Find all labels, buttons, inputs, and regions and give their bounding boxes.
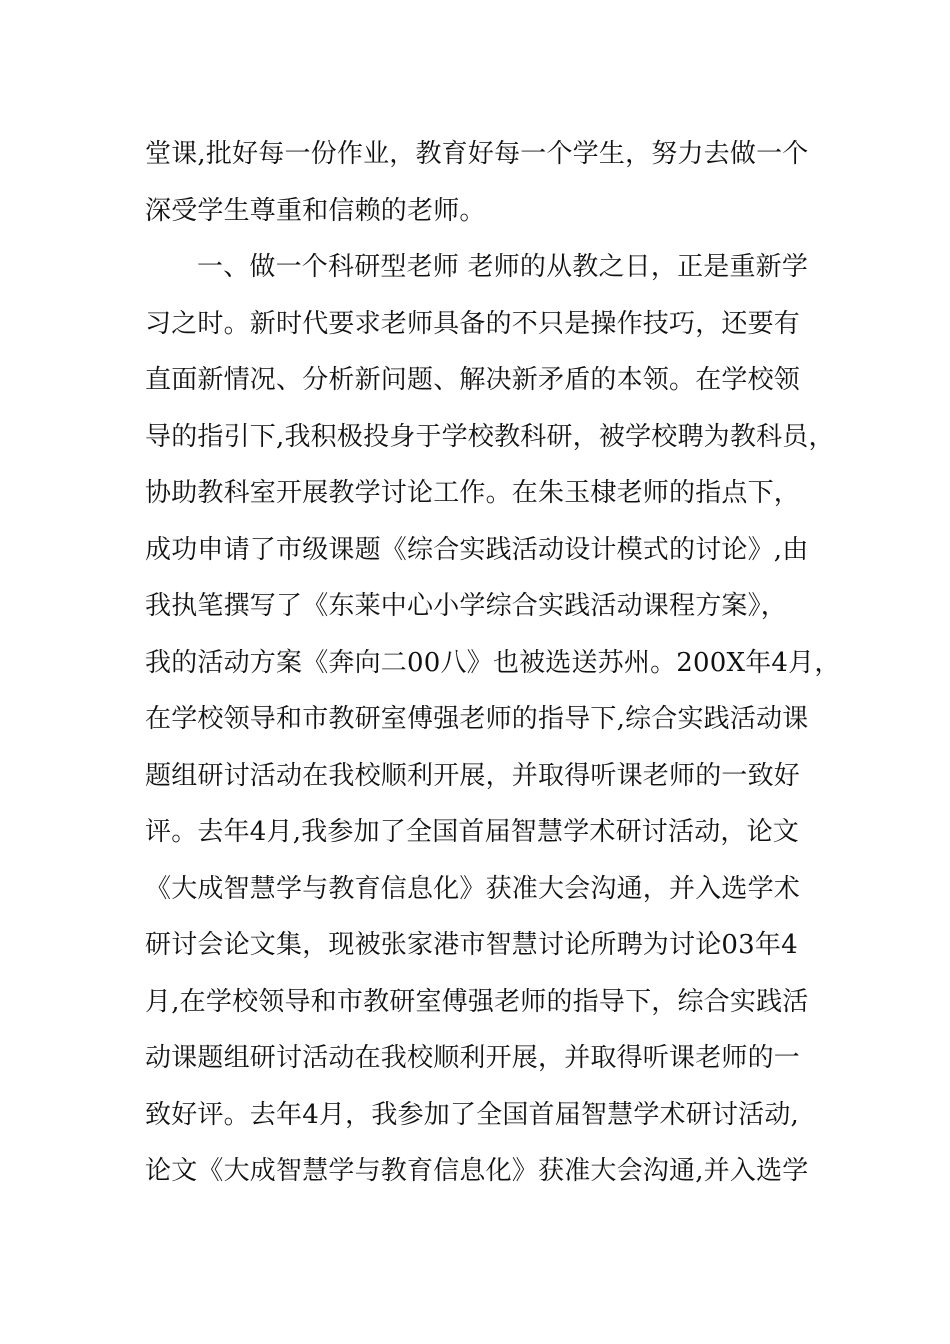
text-line: 协助教科室开展教学讨论工作。在朱玉棣老师的指点下，	[145, 478, 801, 508]
text-line: 论文《大成智慧学与教育信息化》获准大会沟通,并入选学	[145, 1156, 809, 1186]
text-line: 评。去年4月,我参加了全国首届智慧学术研讨活动，论文	[145, 817, 800, 847]
text-line: 动课题组研讨活动在我校顺利开展，并取得听课老师的一	[145, 1043, 801, 1073]
text-line: 习之时。新时代要求老师具备的不只是操作技巧，还要有	[145, 308, 801, 339]
text-line: 导的指引下,我积极投身于学校教科研，被学校聘为教科员，	[145, 421, 835, 452]
section-heading-line: 一、做一个科研型老师 老师的从教之日，正是重新学	[197, 252, 809, 282]
text-line: 成功申请了市级课题《综合实践活动设计模式的讨论》,由	[145, 534, 809, 565]
body-text	[145, 126, 841, 1200]
text-line: 致好评。去年4月，我参加了全国首届智慧学术研讨活动,	[145, 1099, 800, 1130]
text-line: 题组研讨活动在我校顺利开展，并取得听课老师的一致好	[145, 760, 801, 791]
text-line: 堂课,批好每一份作业，教育好每一个学生，努力去做一个	[145, 139, 809, 169]
text-line: 在学校领导和市教研室傅强老师的指导下,综合实践活动课	[145, 704, 809, 734]
text-line: 我的活动方案《奔向二00八》也被选送苏州。200X年4月，	[145, 647, 841, 678]
text-line: 深受学生尊重和信赖的老师。	[145, 195, 486, 226]
text-line: 月,在学校领导和市教研室傅强老师的指导下，综合实践活	[145, 986, 809, 1017]
text-line: 我执笔撰写了《东莱中心小学综合实践活动课程方案》，	[145, 591, 788, 621]
text-line: 直面新情况、分析新问题、解决新矛盾的本领。在学校领	[145, 365, 801, 395]
text-line: 研讨会论文集，现被张家港市智慧讨论所聘为讨论03年4	[145, 930, 798, 960]
text-line: 《大成智慧学与教育信息化》获准大会沟通，并入选学术	[145, 873, 801, 904]
